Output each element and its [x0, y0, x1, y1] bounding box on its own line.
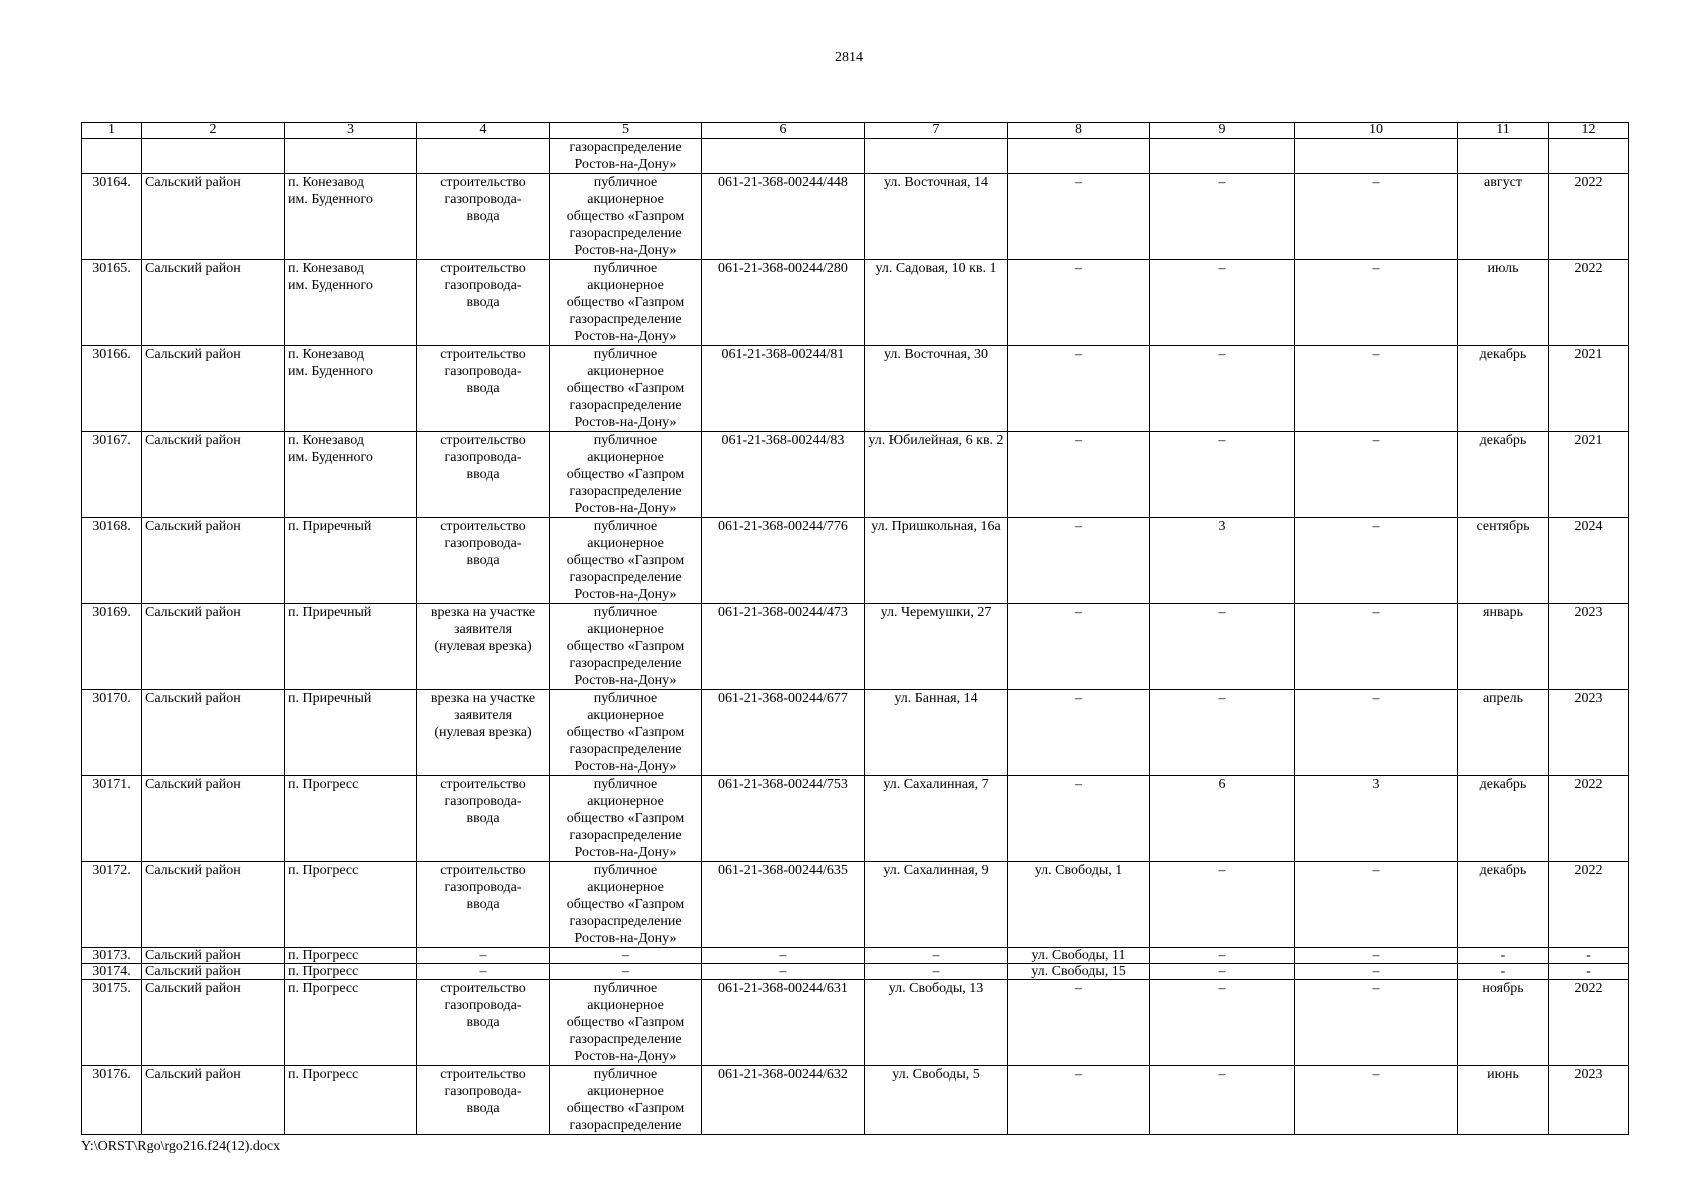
locality-line: п. Прогресс [288, 981, 359, 996]
code-cell: 061-21-368-00244/83 [702, 432, 865, 518]
locality-line: им. Буденного [288, 278, 373, 293]
work-type-line: – [479, 964, 487, 979]
org-line: общество «Газпром [566, 553, 685, 568]
org-cell [550, 948, 702, 964]
work-type-cell [417, 776, 550, 862]
district-cell: Сальский район [142, 980, 285, 1066]
column-header: 11 [1458, 123, 1549, 139]
work-type-line: строительство [440, 261, 526, 276]
locality-cell [285, 260, 417, 346]
col8-cell: – [1008, 980, 1150, 1066]
locality-cell [285, 948, 417, 964]
month-cell: - [1458, 948, 1549, 964]
table-row [82, 690, 1629, 776]
table-row [82, 174, 1629, 260]
page-number: 2814 [835, 50, 863, 65]
year-cell: 2023 [1549, 690, 1629, 776]
org-line: Ростов-на-Дону» [574, 759, 677, 774]
district-cell: Сальский район [142, 174, 285, 260]
work-type-cell [417, 604, 550, 690]
org-line: Ростов-на-Дону» [574, 931, 677, 946]
col8-cell: – [1008, 690, 1150, 776]
col10-cell: – [1295, 174, 1458, 260]
work-type-line: газопровода- [444, 450, 522, 465]
org-cell [550, 139, 702, 174]
month-cell: - [1458, 964, 1549, 980]
locality-line: п. Приречный [288, 605, 372, 620]
org-line: публичное [593, 1067, 658, 1082]
col9-cell: – [1150, 260, 1295, 346]
column-header: 10 [1295, 123, 1458, 139]
locality-cell [285, 690, 417, 776]
work-type-line: строительство [440, 519, 526, 534]
column-header: 7 [865, 123, 1008, 139]
month-cell: декабрь [1458, 432, 1549, 518]
locality-cell [285, 604, 417, 690]
work-type-cell [417, 948, 550, 964]
org-line: общество «Газпром [566, 725, 685, 740]
continuation-row [82, 139, 1629, 174]
work-type-line: ввода [466, 209, 500, 224]
col9-cell: – [1150, 862, 1295, 948]
org-line: общество «Газпром [566, 1015, 685, 1030]
col9-cell: – [1150, 948, 1295, 964]
col10-cell: 3 [1295, 776, 1458, 862]
table-header [82, 123, 1629, 139]
org-line: публичное [593, 261, 658, 276]
row-number-cell: 30168. [82, 518, 142, 604]
code-cell: – [702, 964, 865, 980]
work-type-line: строительство [440, 1067, 526, 1082]
col9-cell: – [1150, 964, 1295, 980]
work-type-line: строительство [440, 863, 526, 878]
org-cell [550, 964, 702, 980]
address-cell: – [865, 948, 1008, 964]
org-line: газораспределение [569, 828, 682, 843]
org-line: Ростов-на-Дону» [574, 1049, 677, 1064]
org-line: общество «Газпром [566, 639, 685, 654]
year-cell: 2021 [1549, 432, 1629, 518]
org-cell [550, 980, 702, 1066]
col10-cell: – [1295, 260, 1458, 346]
locality-line: им. Буденного [288, 450, 373, 465]
org-cell [550, 174, 702, 260]
org-line: акционерное [587, 708, 664, 723]
column-header: 5 [550, 123, 702, 139]
col8-cell: – [1008, 604, 1150, 690]
col9-cell: – [1150, 346, 1295, 432]
org-cell [550, 1066, 702, 1135]
org-cell [550, 690, 702, 776]
table-row [82, 980, 1629, 1066]
work-type-cell [417, 1066, 550, 1135]
work-type-line: газопровода- [444, 278, 522, 293]
work-type-line: ввода [466, 553, 500, 568]
org-line: публичное [593, 347, 658, 362]
org-line: акционерное [587, 536, 664, 551]
work-type-line: газопровода- [444, 998, 522, 1013]
row-number-cell: 30171. [82, 776, 142, 862]
year-cell: 2023 [1549, 604, 1629, 690]
district-cell: Сальский район [142, 346, 285, 432]
col9-cell: 3 [1150, 518, 1295, 604]
district-cell: Сальский район [142, 690, 285, 776]
column-header: 1 [82, 123, 142, 139]
org-line: акционерное [587, 998, 664, 1013]
col10-cell: – [1295, 1066, 1458, 1135]
col10-cell: – [1295, 604, 1458, 690]
district-cell: Сальский район [142, 518, 285, 604]
org-line: Ростов-на-Дону» [574, 243, 677, 258]
row-number-cell: 30164. [82, 174, 142, 260]
code-cell: 061-21-368-00244/473 [702, 604, 865, 690]
work-type-line: газопровода- [444, 1084, 522, 1099]
work-type-line: ввода [466, 1015, 500, 1030]
code-cell: 061-21-368-00244/280 [702, 260, 865, 346]
org-line: акционерное [587, 450, 664, 465]
table-row [82, 260, 1629, 346]
col8-cell: – [1008, 346, 1150, 432]
district-cell: Сальский район [142, 776, 285, 862]
org-line: публичное [593, 863, 658, 878]
register-table [81, 122, 1629, 1135]
table-row [82, 948, 1629, 964]
col9-cell: – [1150, 980, 1295, 1066]
address-cell: ул. Восточная, 30 [865, 346, 1008, 432]
table-row [82, 964, 1629, 980]
work-type-line: заявителя [453, 708, 513, 723]
col8-cell: ул. Свободы, 15 [1008, 964, 1150, 980]
org-line: газораспределение [569, 914, 682, 929]
work-type-line: ввода [466, 811, 500, 826]
org-line: общество «Газпром [566, 381, 685, 396]
table-row [82, 604, 1629, 690]
work-type-line: газопровода- [444, 364, 522, 379]
code-cell: 061-21-368-00244/753 [702, 776, 865, 862]
row-number-cell: 30175. [82, 980, 142, 1066]
column-header: 12 [1549, 123, 1629, 139]
col10-cell: – [1295, 518, 1458, 604]
locality-line: п. Приречный [288, 519, 372, 534]
row-number-cell: 30166. [82, 346, 142, 432]
row-number-cell: 30173. [82, 948, 142, 964]
work-type-line: – [479, 948, 487, 963]
org-line: Ростов-на-Дону» [574, 845, 677, 860]
org-line: публичное [593, 777, 658, 792]
month-cell: ноябрь [1458, 980, 1549, 1066]
locality-line: п. Конезавод [288, 347, 364, 362]
table-row [82, 432, 1629, 518]
work-type-cell [417, 260, 550, 346]
org-line: газораспределение [569, 570, 682, 585]
address-cell: ул. Банная, 14 [865, 690, 1008, 776]
col9-cell: – [1150, 690, 1295, 776]
code-cell: 061-21-368-00244/776 [702, 518, 865, 604]
code-cell: – [702, 948, 865, 964]
work-type-cell [417, 518, 550, 604]
locality-line: п. Прогресс [288, 777, 359, 792]
work-type-cell [417, 690, 550, 776]
org-line: газораспределение [569, 742, 682, 757]
work-type-line: строительство [440, 347, 526, 362]
district-cell: Сальский район [142, 432, 285, 518]
locality-cell [285, 174, 417, 260]
district-cell: Сальский район [142, 862, 285, 948]
work-type-line: строительство [440, 981, 526, 996]
column-header: 9 [1150, 123, 1295, 139]
col9-cell: – [1150, 174, 1295, 260]
row-number-cell: 30169. [82, 604, 142, 690]
org-line: – [622, 964, 629, 979]
work-type-line: заявителя [453, 622, 513, 637]
year-cell: 2022 [1549, 862, 1629, 948]
locality-cell [285, 964, 417, 980]
locality-cell [285, 776, 417, 862]
locality-line: п. Прогресс [288, 948, 359, 963]
row-number-cell: 30176. [82, 1066, 142, 1135]
locality-cell [285, 432, 417, 518]
address-cell: ул. Черемушки, 27 [865, 604, 1008, 690]
address-cell: ул. Юбилейная, 6 кв. 2 [865, 432, 1008, 518]
district-cell: Сальский район [142, 1066, 285, 1135]
org-line: публичное [593, 175, 658, 190]
address-cell: ул. Пришкольная, 16а [865, 518, 1008, 604]
table-row [82, 518, 1629, 604]
year-cell: - [1549, 948, 1629, 964]
org-line: газораспределение [569, 1118, 682, 1133]
address-cell: ул. Восточная, 14 [865, 174, 1008, 260]
locality-cell [285, 862, 417, 948]
year-cell: 2022 [1549, 776, 1629, 862]
locality-line: п. Конезавод [288, 433, 364, 448]
org-line: – [622, 948, 629, 963]
org-line: общество «Газпром [566, 811, 685, 826]
table-row [82, 862, 1629, 948]
row-number-cell: 30172. [82, 862, 142, 948]
col9-cell: – [1150, 1066, 1295, 1135]
org-line: общество «Газпром [566, 295, 685, 310]
row-number-cell: 30174. [82, 964, 142, 980]
work-type-line: врезка на участке [430, 605, 536, 620]
col10-cell: – [1295, 980, 1458, 1066]
work-type-line: строительство [440, 175, 526, 190]
locality-line: им. Буденного [288, 364, 373, 379]
row-number-cell: 30170. [82, 690, 142, 776]
col9-cell: 6 [1150, 776, 1295, 862]
org-cell [550, 604, 702, 690]
locality-line: п. Конезавод [288, 261, 364, 276]
address-cell: ул. Свободы, 13 [865, 980, 1008, 1066]
work-type-line: врезка на участке [430, 691, 536, 706]
row-number-cell: 30165. [82, 260, 142, 346]
col8-cell: – [1008, 432, 1150, 518]
org-line: акционерное [587, 364, 664, 379]
org-line: общество «Газпром [566, 897, 685, 912]
org-line: газораспределение [569, 140, 682, 155]
locality-line: п. Конезавод [288, 175, 364, 190]
work-type-line: газопровода- [444, 880, 522, 895]
org-line: газораспределение [569, 226, 682, 241]
locality-cell [285, 980, 417, 1066]
district-cell: Сальский район [142, 260, 285, 346]
col9-cell: – [1150, 604, 1295, 690]
address-cell: ул. Свободы, 5 [865, 1066, 1008, 1135]
org-line: Ростов-на-Дону» [574, 157, 677, 172]
work-type-line: ввода [466, 897, 500, 912]
year-cell: 2022 [1549, 980, 1629, 1066]
org-line: газораспределение [569, 312, 682, 327]
org-cell [550, 518, 702, 604]
col8-cell: ул. Свободы, 1 [1008, 862, 1150, 948]
locality-line: им. Буденного [288, 192, 373, 207]
year-cell: 2023 [1549, 1066, 1629, 1135]
work-type-line: газопровода- [444, 794, 522, 809]
col8-cell: – [1008, 776, 1150, 862]
col10-cell: – [1295, 346, 1458, 432]
org-cell [550, 776, 702, 862]
org-line: Ростов-на-Дону» [574, 415, 677, 430]
code-cell: 061-21-368-00244/81 [702, 346, 865, 432]
locality-line: п. Прогресс [288, 964, 359, 979]
org-line: Ростов-на-Дону» [574, 587, 677, 602]
table-row [82, 776, 1629, 862]
work-type-line: газопровода- [444, 192, 522, 207]
month-cell: сентябрь [1458, 518, 1549, 604]
col10-cell: – [1295, 432, 1458, 518]
org-line: газораспределение [569, 656, 682, 671]
work-type-line: ввода [466, 381, 500, 396]
table-row [82, 346, 1629, 432]
year-cell: 2022 [1549, 260, 1629, 346]
work-type-line: строительство [440, 777, 526, 792]
org-line: публичное [593, 981, 658, 996]
address-cell: – [865, 964, 1008, 980]
month-cell: декабрь [1458, 862, 1549, 948]
column-header: 4 [417, 123, 550, 139]
address-cell: ул. Садовая, 10 кв. 1 [865, 260, 1008, 346]
year-cell: 2021 [1549, 346, 1629, 432]
month-cell: январь [1458, 604, 1549, 690]
col10-cell: – [1295, 862, 1458, 948]
org-line: газораспределение [569, 398, 682, 413]
address-cell: ул. Сахалинная, 7 [865, 776, 1008, 862]
col8-cell: ул. Свободы, 11 [1008, 948, 1150, 964]
work-type-line: (нулевая врезка) [434, 725, 532, 740]
locality-line: п. Прогресс [288, 863, 359, 878]
col10-cell: – [1295, 948, 1458, 964]
month-cell: июль [1458, 260, 1549, 346]
locality-line: п. Приречный [288, 691, 372, 706]
code-cell: 061-21-368-00244/632 [702, 1066, 865, 1135]
col8-cell: – [1008, 174, 1150, 260]
work-type-cell [417, 174, 550, 260]
org-line: акционерное [587, 192, 664, 207]
month-cell: декабрь [1458, 346, 1549, 432]
file-path-footer: Y:\ORST\Rgo\rgo216.f24(12).docx [81, 1139, 281, 1154]
code-cell: 061-21-368-00244/635 [702, 862, 865, 948]
work-type-cell [417, 346, 550, 432]
work-type-line: газопровода- [444, 536, 522, 551]
year-cell: - [1549, 964, 1629, 980]
locality-cell [285, 346, 417, 432]
work-type-line: ввода [466, 467, 500, 482]
month-cell: июнь [1458, 1066, 1549, 1135]
col8-cell: – [1008, 1066, 1150, 1135]
org-line: Ростов-на-Дону» [574, 501, 677, 516]
col8-cell: – [1008, 260, 1150, 346]
org-line: публичное [593, 605, 658, 620]
work-type-cell [417, 862, 550, 948]
org-line: общество «Газпром [566, 209, 685, 224]
org-line: публичное [593, 691, 658, 706]
org-line: публичное [593, 519, 658, 534]
work-type-line: ввода [466, 295, 500, 310]
work-type-line: (нулевая врезка) [434, 639, 532, 654]
work-type-line: строительство [440, 433, 526, 448]
work-type-cell [417, 980, 550, 1066]
address-cell: ул. Сахалинная, 9 [865, 862, 1008, 948]
org-cell [550, 260, 702, 346]
col10-cell: – [1295, 690, 1458, 776]
table-row [82, 1066, 1629, 1135]
org-line: Ростов-на-Дону» [574, 329, 677, 344]
org-line: акционерное [587, 794, 664, 809]
month-cell: декабрь [1458, 776, 1549, 862]
org-line: общество «Газпром [566, 467, 685, 482]
district-cell: Сальский район [142, 948, 285, 964]
district-cell: Сальский район [142, 964, 285, 980]
year-cell: 2024 [1549, 518, 1629, 604]
code-cell: 061-21-368-00244/448 [702, 174, 865, 260]
locality-line: п. Прогресс [288, 1067, 359, 1082]
org-line: акционерное [587, 1084, 664, 1099]
column-header: 6 [702, 123, 865, 139]
col9-cell: – [1150, 432, 1295, 518]
org-line: Ростов-на-Дону» [574, 673, 677, 688]
column-header: 3 [285, 123, 417, 139]
org-cell [550, 346, 702, 432]
org-line: общество «Газпром [566, 1101, 685, 1116]
locality-cell [285, 1066, 417, 1135]
code-cell: 061-21-368-00244/631 [702, 980, 865, 1066]
col8-cell: – [1008, 518, 1150, 604]
district-cell: Сальский район [142, 604, 285, 690]
org-cell [550, 432, 702, 518]
work-type-cell [417, 432, 550, 518]
org-line: акционерное [587, 880, 664, 895]
org-line: газораспределение [569, 484, 682, 499]
table-body [82, 139, 1629, 1135]
org-line: газораспределение [569, 1032, 682, 1047]
column-header: 2 [142, 123, 285, 139]
row-number-cell: 30167. [82, 432, 142, 518]
code-cell: 061-21-368-00244/677 [702, 690, 865, 776]
col10-cell: – [1295, 964, 1458, 980]
year-cell: 2022 [1549, 174, 1629, 260]
column-header: 8 [1008, 123, 1150, 139]
work-type-line: ввода [466, 1101, 500, 1116]
org-cell [550, 862, 702, 948]
month-cell: август [1458, 174, 1549, 260]
locality-cell [285, 518, 417, 604]
work-type-cell [417, 964, 550, 980]
org-line: акционерное [587, 622, 664, 637]
org-line: публичное [593, 433, 658, 448]
month-cell: апрель [1458, 690, 1549, 776]
org-line: акционерное [587, 278, 664, 293]
